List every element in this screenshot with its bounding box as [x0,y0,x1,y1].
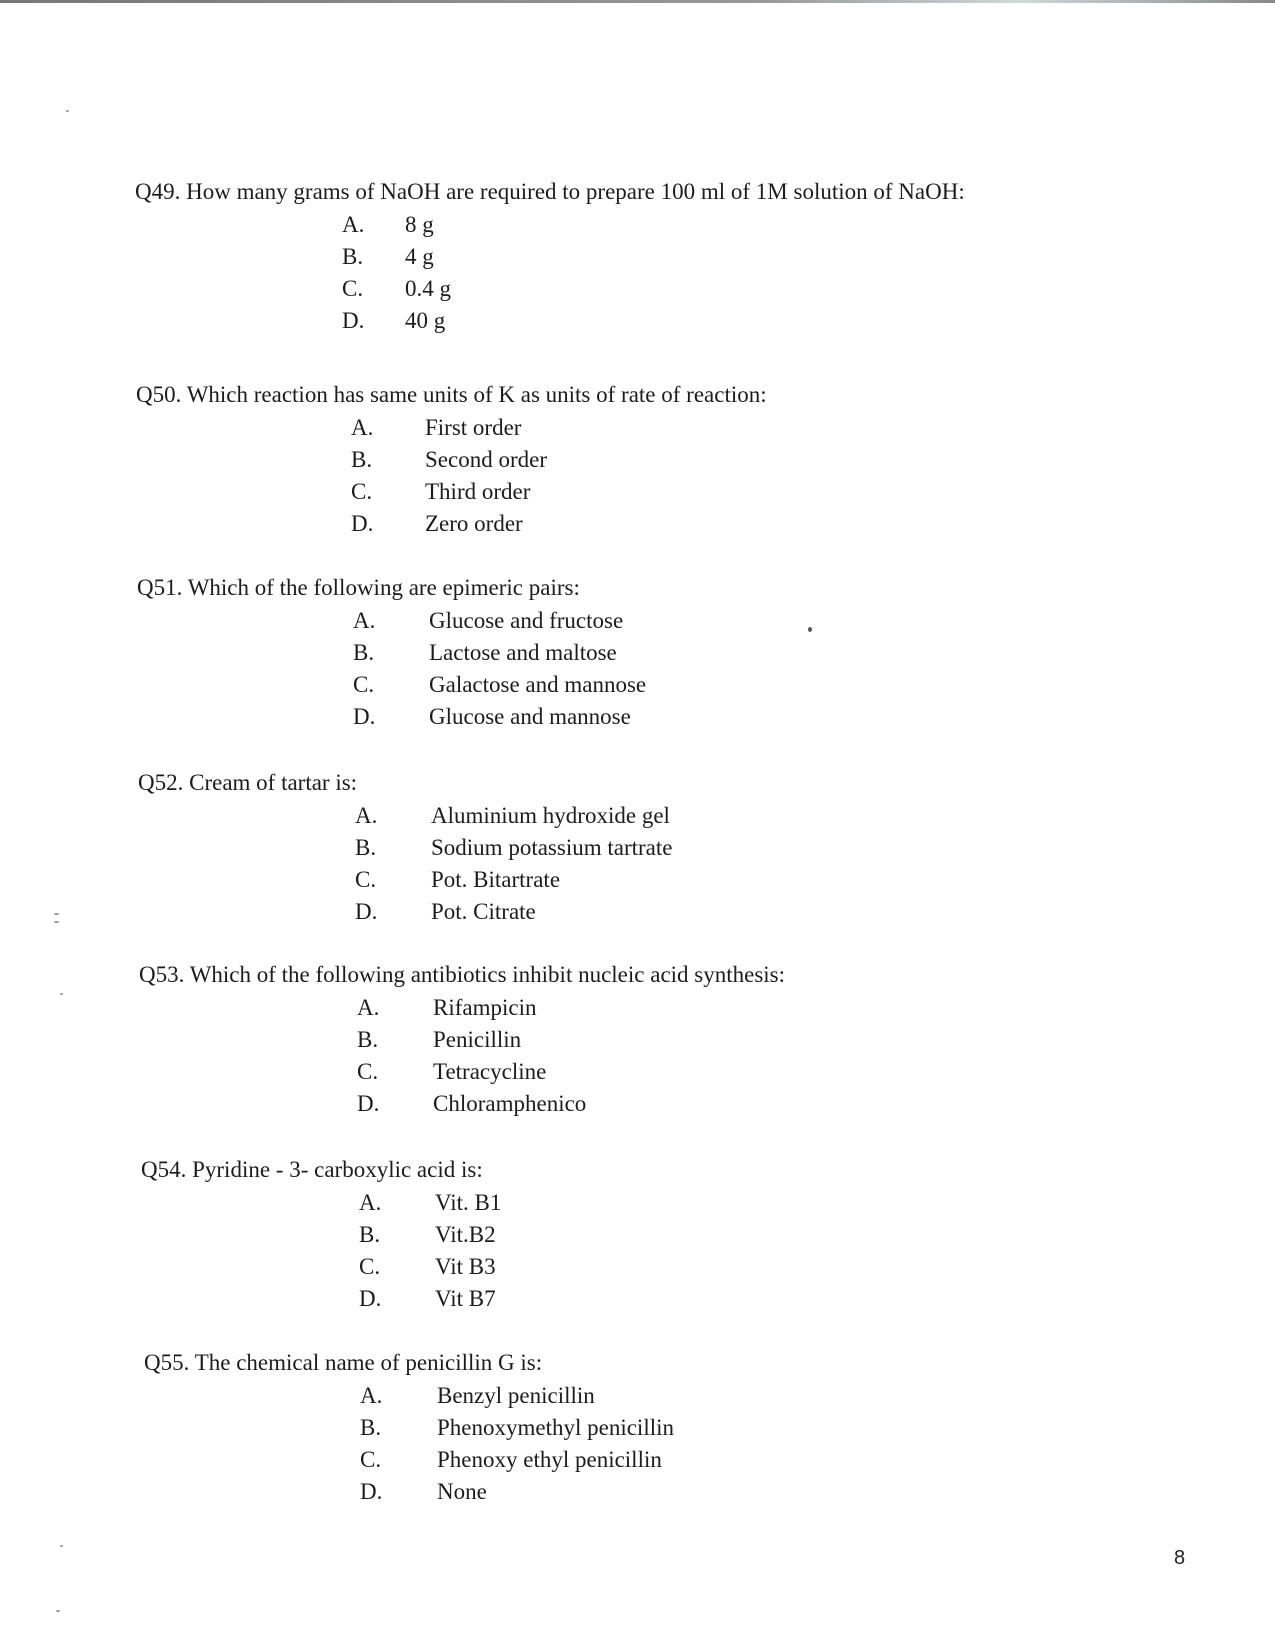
option-text: Lactose and maltose [429,640,617,665]
option-text: Vit B7 [435,1286,496,1311]
question-text: Q50. Which reaction has same units of K as units of rate of reaction: [136,382,767,407]
question-text: Q54. Pyridine - 3- carboxylic acid is: [141,1157,483,1182]
option-letter: A. [353,608,376,633]
option-a [141,1187,1141,1219]
answer-options [136,412,1136,540]
scan-speck [56,1610,60,1612]
option-letter: C. [355,867,377,892]
answer-options [139,992,1139,1120]
option-letter: C. [342,276,364,301]
option-text: Benzyl penicillin [437,1383,595,1408]
option-letter: C. [351,479,373,504]
option-text: None [437,1479,487,1504]
option-b [136,444,1136,476]
option-letter: D. [357,1091,380,1116]
option-text: First order [425,415,522,440]
option-text: Vit. B1 [435,1190,502,1215]
question-50 [136,380,1136,540]
option-letter: A. [351,415,374,440]
option-d [138,896,1138,928]
option-b [137,637,1137,669]
option-text: Penicillin [433,1027,522,1052]
option-letter: D. [359,1286,382,1311]
option-letter: D. [355,899,378,924]
question-52 [138,768,1138,928]
option-c [138,864,1138,896]
option-letter: A. [357,995,380,1020]
option-b [138,832,1138,864]
option-text: 40 g [405,308,446,333]
option-letter: D. [342,308,365,333]
option-letter: A. [342,212,365,237]
option-text: Galactose and mannose [429,672,647,697]
option-a [137,605,1137,637]
option-text: 8 g [405,212,434,237]
option-letter: B. [359,1222,381,1247]
option-text: Tetracycline [433,1059,547,1084]
option-letter: C. [360,1447,382,1472]
question-text: Q52. Cream of tartar is: [138,770,358,795]
scan-speck [54,913,59,915]
option-letter: B. [342,244,364,269]
option-letter: B. [355,835,377,860]
option-c [139,1056,1139,1088]
question-53 [139,960,1139,1120]
option-a [135,209,1135,241]
answer-options [138,800,1138,928]
scan-speck [60,1545,63,1547]
option-a [144,1380,1144,1412]
option-text: Glucose and mannose [429,704,631,729]
option-c [135,273,1135,305]
option-a [138,800,1138,832]
option-text: Glucose and fructose [429,608,624,633]
option-letter: B. [353,640,375,665]
option-c [136,476,1136,508]
option-d [137,701,1137,733]
question-text: Q55. The chemical name of penicillin G is: [144,1350,543,1375]
answer-options [141,1187,1141,1315]
question-54 [141,1155,1141,1315]
option-b [135,241,1135,273]
option-text: Sodium potassium tartrate [431,835,673,860]
option-letter: A. [359,1190,382,1215]
option-text: Chloramphenico [433,1091,587,1116]
question-text: Q51. Which of the following are epimeric pairs: [137,575,580,600]
option-text: Rifampicin [433,995,537,1020]
option-text: Zero order [425,511,523,536]
option-letter: C. [353,672,375,697]
scan-speck [66,110,69,112]
scan-speck [54,921,59,923]
question-55 [144,1348,1144,1508]
option-letter: D. [360,1479,383,1504]
option-text: 0.4 g [405,276,451,301]
page-number: 8 [1174,1547,1186,1569]
option-text: 4 g [405,244,434,269]
option-a [136,412,1136,444]
question-51 [137,573,1137,733]
option-text: Pot. Citrate [431,899,536,924]
option-b [141,1219,1141,1251]
option-c [144,1444,1144,1476]
option-letter: A. [360,1383,383,1408]
question-text: Q53. Which of the following antibiotics inhibit nucleic acid synthesis: [139,962,786,987]
option-letter: A. [355,803,378,828]
answer-options [137,605,1137,733]
option-d [136,508,1136,540]
option-c [141,1251,1141,1283]
option-letter: B. [360,1415,382,1440]
option-b [144,1412,1144,1444]
option-letter: C. [357,1059,379,1084]
answer-options [144,1380,1144,1508]
option-text: Phenoxy ethyl penicillin [437,1447,662,1472]
option-text: Phenoxymethyl penicillin [437,1415,674,1440]
option-letter: C. [359,1254,381,1279]
option-text: Vit.B2 [435,1222,496,1247]
option-letter: D. [353,704,376,729]
question-text: Q49. How many grams of NaOH are required to prepare 100 ml of 1M solution of NaOH: [135,179,965,204]
option-d [144,1476,1144,1508]
option-c [137,669,1137,701]
answer-options [135,209,1135,337]
scan-speck [60,993,63,995]
option-b [139,1024,1139,1056]
option-letter: B. [351,447,373,472]
option-text: Third order [425,479,531,504]
question-49 [135,177,1135,337]
scan-speck [808,627,812,632]
option-letter: D. [351,511,374,536]
option-text: Aluminium hydroxide gel [431,803,670,828]
option-a [139,992,1139,1024]
option-d [139,1088,1139,1120]
option-letter: B. [357,1027,379,1052]
option-text: Vit B3 [435,1254,496,1279]
option-d [141,1283,1141,1315]
option-text: Second order [425,447,547,472]
option-text: Pot. Bitartrate [431,867,561,892]
option-d [135,305,1135,337]
